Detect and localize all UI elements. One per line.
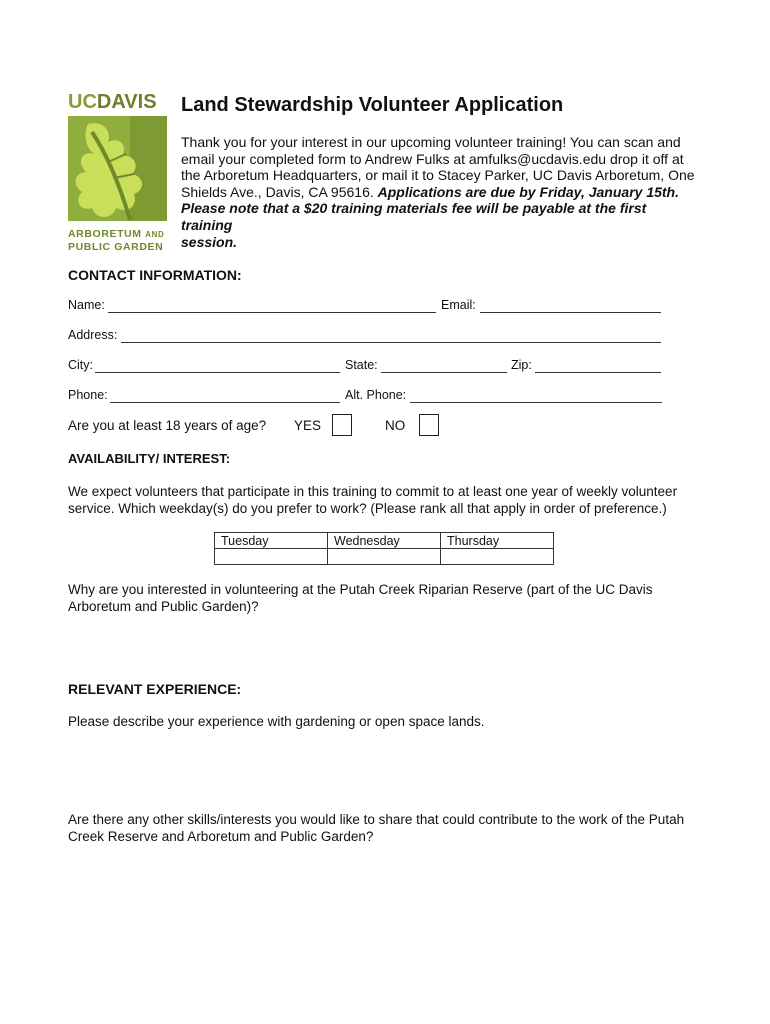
phone-field[interactable] (110, 402, 340, 403)
experience-heading: RELEVANT EXPERIENCE: (68, 681, 242, 697)
yes-checkbox[interactable] (332, 414, 352, 436)
uc-davis-wordmark (68, 92, 157, 112)
due-date-notice: Applications are due by Friday, January 15th. (377, 183, 679, 200)
day-header-tuesday: Tuesday (215, 533, 328, 549)
fee-notice-line: Please note that a $20 training materials fee will be payable at the first training (181, 200, 647, 233)
arboretum-logo-text (68, 228, 164, 254)
day-header-wednesday: Wednesday (328, 533, 441, 549)
intro-address-end: Shields Ave., Davis, CA 95616. (181, 183, 378, 200)
availability-line: We expect volunteers that participate in this training to commit to at least one year of weekly volunteer (68, 484, 678, 499)
intro-line: email your completed form to Andrew Fulks at amfulks@ucdavis.edu drop it off at (181, 150, 684, 167)
logo-and: AND (145, 230, 165, 239)
intro-paragraph (181, 134, 701, 250)
experience-answer-area[interactable] (68, 736, 698, 806)
intro-line: Thank you for your interest in our upcoming volunteer training! You can scan and (181, 134, 681, 150)
fee-notice-line: session. (181, 233, 238, 250)
page-title: Land Stewardship Volunteer Application (181, 94, 564, 116)
rank-thursday-cell[interactable] (441, 549, 554, 565)
day-header-thursday: Thursday (441, 533, 554, 549)
logo-text-line1 (68, 228, 164, 241)
weekday-table (214, 532, 554, 565)
availability-line: service. Which weekday(s) do you prefer to work? (Please rank all that apply in order of preference.) (68, 500, 667, 516)
name-field[interactable] (108, 312, 436, 313)
zip-field[interactable] (535, 372, 661, 373)
experience-question: Please describe your experience with gardening or open space lands. (68, 714, 485, 729)
no-label: NO (385, 418, 406, 433)
why-line: Arboretum and Public Garden)? (68, 598, 259, 614)
alt-phone-field[interactable] (410, 402, 662, 403)
logo-arboretum: ARBORETUM (68, 228, 142, 240)
phone-label: Phone: (68, 388, 108, 402)
rank-wednesday-cell[interactable] (328, 549, 441, 565)
alt-phone-label: Alt. Phone: (345, 388, 407, 402)
city-label: City: (68, 358, 93, 372)
table-row (215, 533, 554, 549)
other-skills-line: Creek Reserve and Arboretum and Public Garden? (68, 828, 374, 844)
name-label: Name: (68, 298, 105, 312)
email-label: Email: (441, 298, 476, 312)
city-field[interactable] (95, 372, 340, 373)
availability-heading: AVAILABILITY/ INTEREST: (68, 451, 231, 466)
yes-label: YES (294, 418, 322, 433)
why-line: Why are you interested in volunteering at the Putah Creek Riparian Reserve (part of the UC Davis (68, 582, 653, 597)
other-skills-line: Are there any other skills/interests you would like to share that could contribute to the work of the Putah (68, 812, 685, 827)
email-field[interactable] (480, 312, 661, 313)
age-question: Are you at least 18 years of age? (68, 418, 267, 433)
table-row (215, 549, 554, 565)
zip-label: Zip: (511, 358, 532, 372)
why-question (68, 582, 653, 615)
logo-public-garden: PUBLIC GARDEN (68, 241, 164, 253)
logo-davis-text: DAVIS (96, 91, 157, 113)
other-skills-answer-area[interactable] (68, 850, 698, 970)
intro-line: the Arboretum Headquarters, or mail it to Stacey Parker, UC Davis Arboretum, One (181, 167, 695, 184)
rank-tuesday-cell[interactable] (215, 549, 328, 565)
oak-leaf-logo-icon (68, 116, 167, 221)
state-label: State: (345, 358, 378, 372)
availability-text (68, 484, 677, 517)
state-field[interactable] (381, 372, 507, 373)
other-skills-question (68, 812, 684, 845)
address-field[interactable] (121, 342, 661, 343)
why-answer-area[interactable] (68, 620, 698, 670)
contact-heading: CONTACT INFORMATION: (68, 267, 242, 283)
logo-uc-text: UC (68, 91, 97, 113)
address-label: Address: (68, 328, 118, 342)
no-checkbox[interactable] (419, 414, 439, 436)
intro-line (181, 184, 701, 201)
